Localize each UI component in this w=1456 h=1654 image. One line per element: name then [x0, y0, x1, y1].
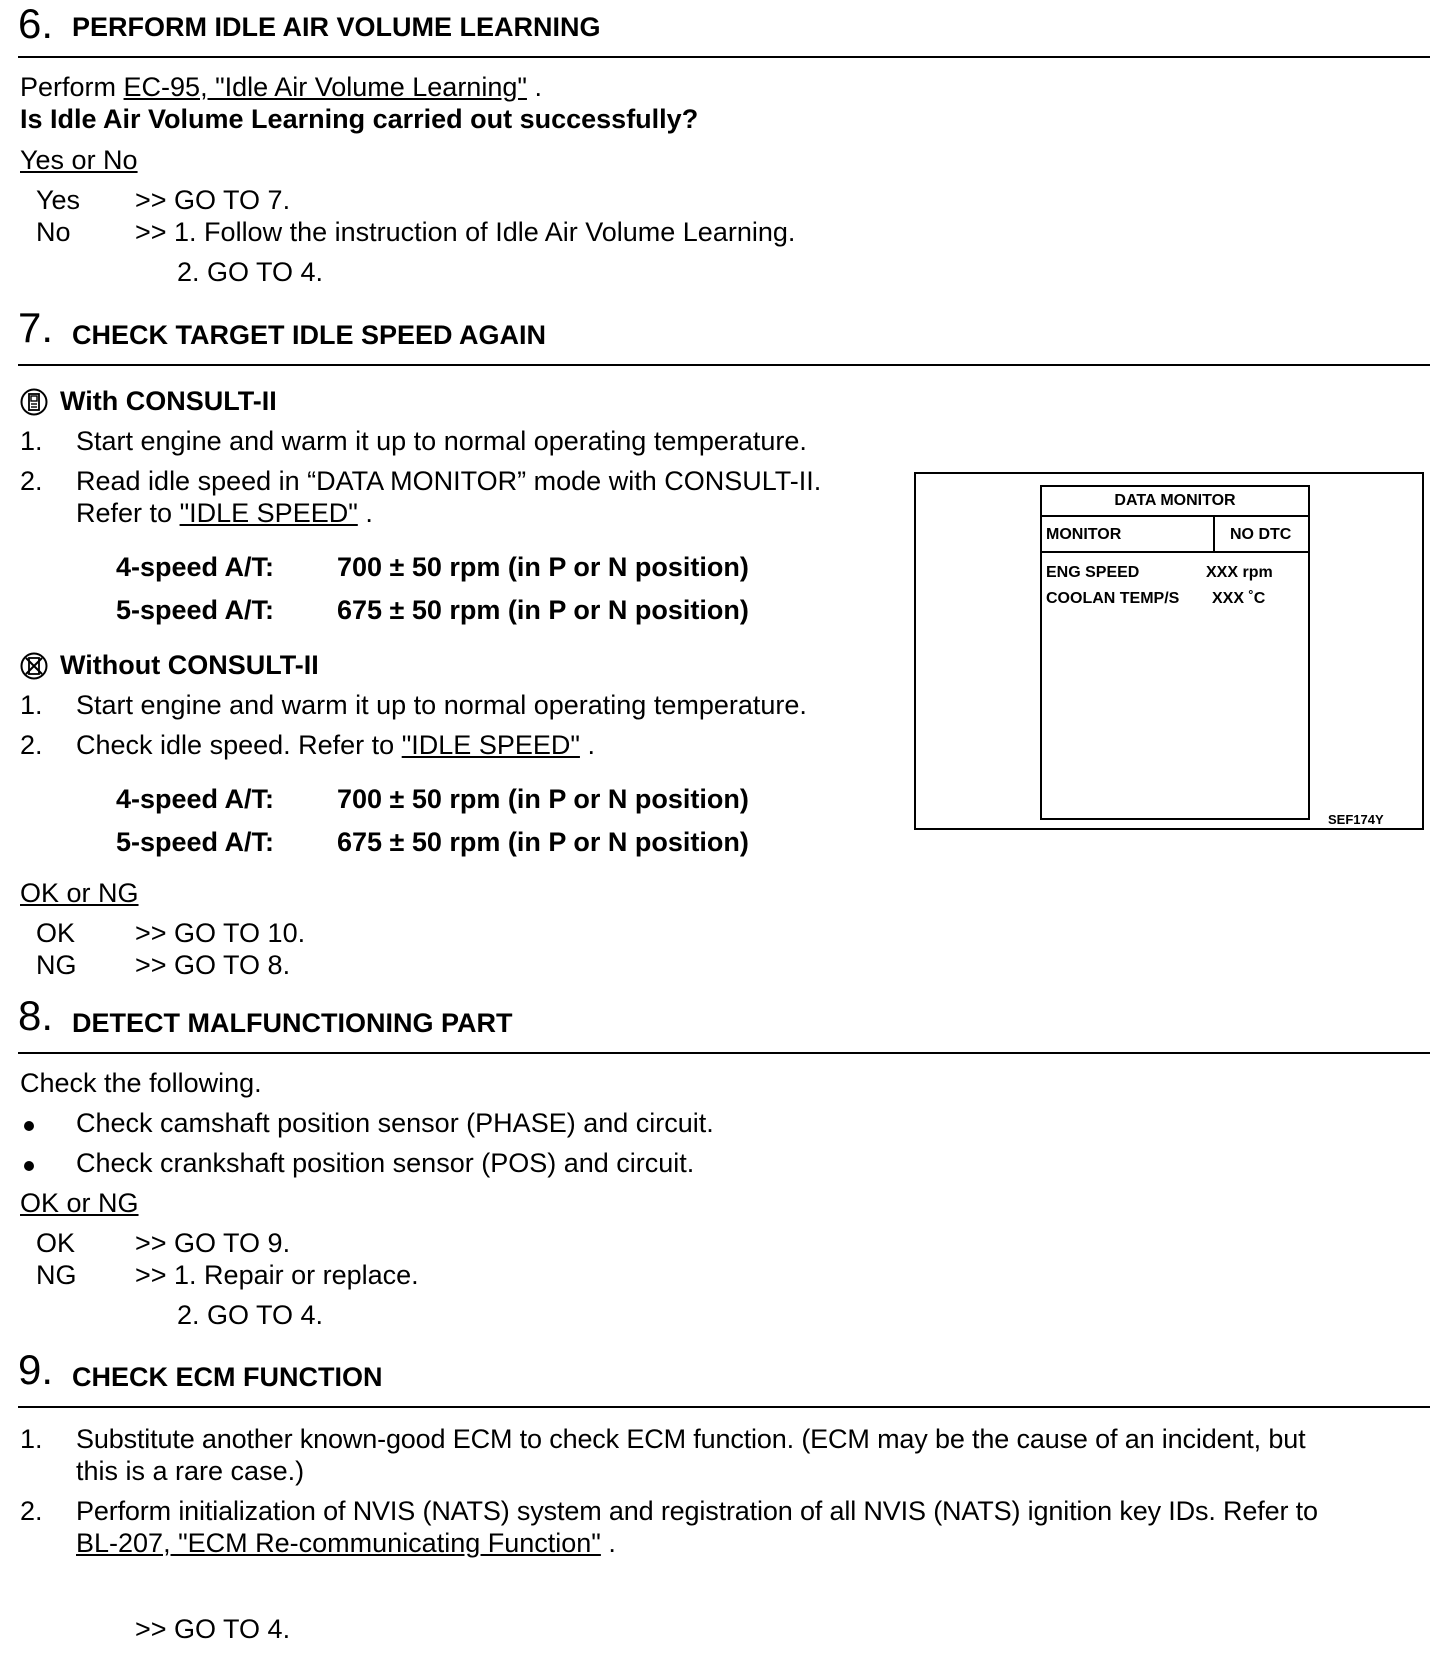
step-number: 9. — [18, 1346, 54, 1393]
figure-col-nodtc: NO DTC — [1230, 526, 1292, 543]
answer-header: OK or NG — [20, 1188, 139, 1218]
item-2-line1: Perform initialization of NVIS (NATS) system and registration of all NVIS (NATS) ignition key IDs. Refer to — [76, 1496, 1318, 1526]
ok-label: OK — [36, 918, 76, 948]
perform-prefix: Perform — [20, 72, 117, 102]
no-action: >> 1. Follow the instruction of Idle Air Volume Learning. — [135, 217, 796, 247]
with-step-2-num: 2. — [20, 466, 43, 496]
figure-col-divider — [1213, 515, 1215, 552]
yes-label: Yes — [36, 185, 81, 215]
ng-action: >> GO TO 8. — [135, 950, 291, 980]
spec-label: 4-speed A/T: — [116, 552, 275, 582]
check-idle-prefix: Check idle speed. Refer to — [76, 730, 395, 760]
spec-label: 5-speed A/T: — [116, 827, 275, 857]
item-2-num: 2. — [20, 1496, 43, 1526]
spec-value: 675 ± 50 rpm (in P or N position) — [337, 827, 749, 857]
check-intro: Check the following. — [20, 1068, 262, 1098]
refer-prefix: Refer to — [76, 498, 173, 528]
figure-row-name: ENG SPEED — [1046, 564, 1140, 581]
without-step-2-text — [76, 730, 595, 760]
spec-label: 4-speed A/T: — [116, 784, 275, 814]
bullet-icon — [24, 1121, 34, 1131]
bullet-item: Check camshaft position sensor (PHASE) and circuit. — [76, 1108, 714, 1138]
ng-label: NG — [36, 950, 77, 980]
step-title: PERFORM IDLE AIR VOLUME LEARNING — [72, 12, 601, 42]
figure-col-monitor: MONITOR — [1046, 526, 1122, 543]
step-number: 8. — [18, 992, 54, 1039]
ng-action: >> 1. Repair or replace. — [135, 1260, 419, 1290]
refer-suffix: . — [365, 498, 373, 528]
with-step-2-text: Read idle speed in “DATA MONITOR” mode with CONSULT-II. — [76, 466, 822, 496]
with-refer-line — [76, 498, 373, 528]
item-2-line2 — [76, 1528, 616, 1558]
step-number: 7. — [18, 304, 54, 351]
with-step-1-text: Start engine and warm it up to normal operating temperature. — [76, 426, 807, 456]
figure-divider — [1040, 551, 1310, 553]
spec-value: 675 ± 50 rpm (in P or N position) — [337, 595, 749, 625]
ecm-recommunicating-link[interactable]: BL-207, "ECM Re-communicating Function" — [76, 1528, 601, 1558]
ok-action: >> GO TO 9. — [135, 1228, 291, 1258]
ok-action: >> GO TO 10. — [135, 918, 306, 948]
section-divider — [18, 1052, 1430, 1054]
section-divider — [18, 1406, 1430, 1408]
question-text: Is Idle Air Volume Learning carried out successfully? — [20, 104, 699, 134]
no-action-step2: 2. GO TO 4. — [177, 257, 324, 287]
figure-row-name: COOLAN TEMP/S — [1046, 590, 1180, 607]
figure-row-value: XXX rpm — [1206, 564, 1273, 581]
idle-speed-link[interactable]: "IDLE SPEED" — [179, 498, 358, 528]
without-step-1-num: 1. — [20, 690, 43, 720]
spec-value: 700 ± 50 rpm (in P or N position) — [337, 552, 749, 582]
answer-header: Yes or No — [20, 145, 138, 175]
figure-title: DATA MONITOR — [1114, 492, 1236, 509]
final-action: >> GO TO 4. — [135, 1614, 291, 1644]
step-title: CHECK ECM FUNCTION — [72, 1362, 383, 1392]
spec-label: 5-speed A/T: — [116, 595, 275, 625]
section-divider — [18, 56, 1430, 58]
bullet-item: Check crankshaft position sensor (POS) and circuit. — [76, 1148, 695, 1178]
ng-action-step2: 2. GO TO 4. — [177, 1300, 324, 1330]
figure-code: SEF174Y — [1328, 812, 1384, 827]
item-2-suffix: . — [608, 1528, 616, 1558]
item-1-line2: this is a rare case.) — [76, 1456, 305, 1486]
spec-value: 700 ± 50 rpm (in P or N position) — [337, 784, 749, 814]
no-consult-tool-icon — [20, 652, 48, 680]
perform-line — [20, 72, 542, 102]
ng-label: NG — [36, 1260, 77, 1290]
item-1-line1: Substitute another known-good ECM to check ECM function. (ECM may be the cause of an incident, but — [76, 1424, 1306, 1454]
with-consult-header: With CONSULT-II — [60, 386, 277, 416]
without-step-1-text: Start engine and warm it up to normal operating temperature. — [76, 690, 807, 720]
yes-action: >> GO TO 7. — [135, 185, 291, 215]
no-label: No — [36, 217, 71, 247]
without-consult-header: Without CONSULT-II — [60, 650, 319, 680]
with-step-1-num: 1. — [20, 426, 43, 456]
step-title: CHECK TARGET IDLE SPEED AGAIN — [72, 320, 547, 350]
step-number: 6. — [18, 0, 54, 47]
without-step-2-num: 2. — [20, 730, 43, 760]
perform-suffix: . — [534, 72, 542, 102]
item-1-num: 1. — [20, 1424, 43, 1454]
section-divider — [18, 364, 1430, 366]
figure-row-value: XXX ˚C — [1212, 590, 1266, 607]
figure-divider — [1040, 515, 1310, 517]
check-idle-suffix: . — [587, 730, 595, 760]
idle-speed-link[interactable]: "IDLE SPEED" — [401, 730, 580, 760]
ok-label: OK — [36, 1228, 76, 1258]
consult-tool-icon — [20, 388, 48, 416]
step-title: DETECT MALFUNCTIONING PART — [72, 1008, 513, 1038]
answer-header: OK or NG — [20, 878, 139, 908]
idle-air-volume-learning-link[interactable]: EC-95, "Idle Air Volume Learning" — [123, 72, 527, 102]
bullet-icon — [24, 1161, 34, 1171]
